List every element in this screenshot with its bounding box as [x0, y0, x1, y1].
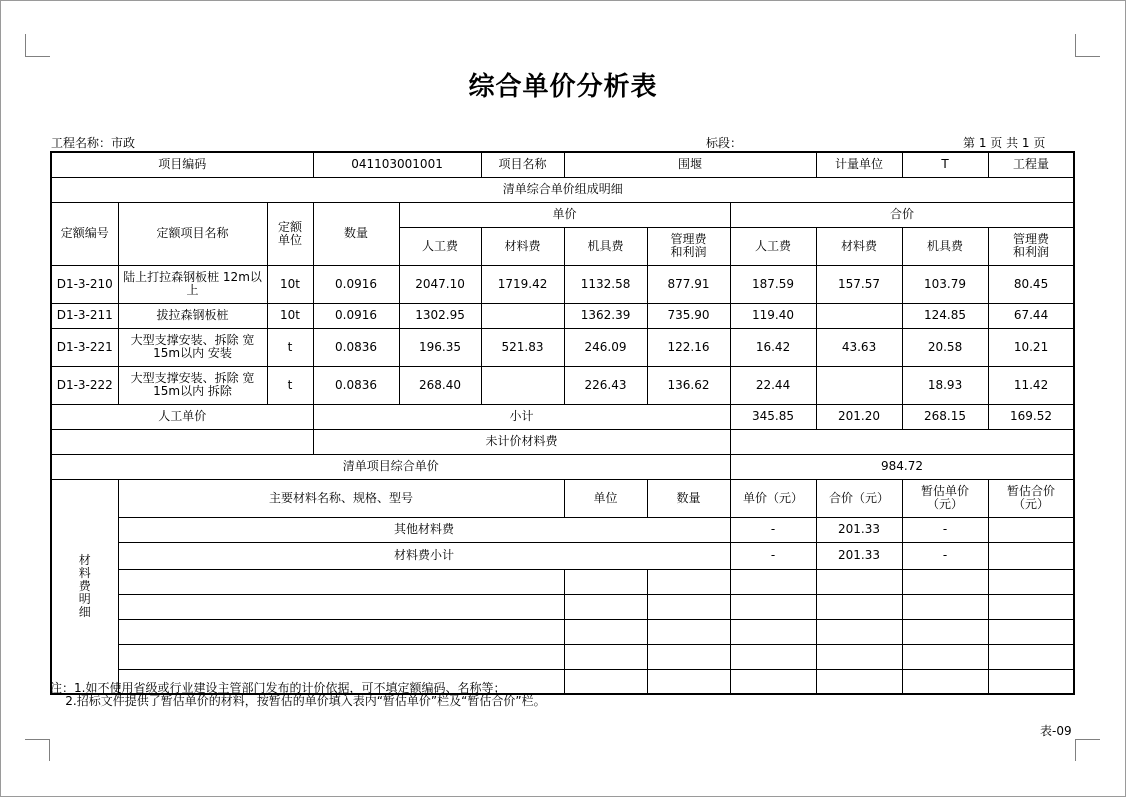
blank-cell: [730, 569, 816, 594]
col-total-machine: 机具费: [902, 227, 988, 265]
subtotal-label: 小计: [313, 404, 730, 429]
project-name: 工程名称：市政: [51, 136, 136, 150]
material-est-total-header: [988, 479, 1074, 517]
composite-price-label: 清单项目综合单价: [51, 454, 730, 479]
total-mgmt: 11.42: [988, 366, 1074, 404]
blank-cell: [564, 644, 647, 669]
subtotal-labor: 345.85: [730, 404, 816, 429]
total-labor: 22.44: [730, 366, 816, 404]
quota-qty: 0.0836: [313, 366, 399, 404]
material-unit-price-header: 单价（元）: [730, 479, 816, 517]
blank-cell: [564, 669, 647, 694]
crop-mark: [25, 34, 26, 56]
unit-mgmt: 136.62: [647, 366, 730, 404]
table-row: [51, 594, 1074, 619]
table-row: [51, 265, 1074, 303]
table-row: [51, 454, 1074, 479]
crop-mark: [25, 739, 50, 740]
item-name-label: 项目名称: [481, 152, 564, 177]
total-material: [816, 303, 902, 328]
subtotal-machine: 268.15: [902, 404, 988, 429]
blank-cell: [118, 594, 564, 619]
table-row: [51, 569, 1074, 594]
quota-code: D1-3-210: [51, 265, 118, 303]
table-row: [51, 152, 1074, 177]
quota-name: 拔拉森钢板桩: [118, 303, 267, 328]
unit-label: 计量单位: [816, 152, 902, 177]
blank-cell: [988, 619, 1074, 644]
material-est-unit-text: 暂估单价（元）: [921, 484, 970, 511]
composite-price-value: 984.72: [730, 454, 1074, 479]
unit-material: 521.83: [481, 328, 564, 366]
crop-mark: [1075, 56, 1100, 57]
blank-cell: [988, 669, 1074, 694]
material-total: 201.33: [816, 542, 902, 569]
blank-cell: [988, 569, 1074, 594]
col-total-labor: 人工费: [730, 227, 816, 265]
material-est-unit: -: [902, 517, 988, 542]
table-row: [51, 328, 1074, 366]
col-unit-price-group: 单价: [399, 202, 730, 227]
blank-cell: [902, 594, 988, 619]
section-label: 标段：: [706, 136, 743, 150]
total-material: 157.57: [816, 265, 902, 303]
quota-code: D1-3-222: [51, 366, 118, 404]
quota-name: 大型支撑安装、拆除 宽15m以内 安装: [118, 328, 267, 366]
quantity-label: 工程量: [988, 152, 1074, 177]
total-mgmt: 67.44: [988, 303, 1074, 328]
unit-value: T: [902, 152, 988, 177]
col-quota-unit: [267, 202, 313, 265]
material-detail-side-text: 材料费明细: [78, 552, 91, 619]
blank-cell: [988, 594, 1074, 619]
unit-mgmt: 877.91: [647, 265, 730, 303]
table-row: [51, 517, 1074, 542]
blank-cell: [730, 594, 816, 619]
quota-code: D1-3-221: [51, 328, 118, 366]
labor-unit-price-label: 人工单价: [51, 404, 313, 429]
blank-cell: [647, 619, 730, 644]
note-line: 2.招标文件提供了暂估单价的材料，按暂估的单价填入表内“暂估单价”栏及“暂估合价”栏。: [50, 694, 546, 708]
total-mgmt: 80.45: [988, 265, 1074, 303]
material-est-total-text: 暂估合价（元）: [1007, 484, 1056, 511]
col-unit-labor: 人工费: [399, 227, 481, 265]
blank-cell: [902, 669, 988, 694]
material-name-spec-header: 主要材料名称、规格、型号: [118, 479, 564, 517]
unit-machine: 226.43: [564, 366, 647, 404]
blank-cell: [816, 569, 902, 594]
form-number: 表-09: [1040, 724, 1072, 738]
material-total: 201.33: [816, 517, 902, 542]
col-total-mgmt: [988, 227, 1074, 265]
table-row: [51, 644, 1074, 669]
col-unit-machine: 机具费: [564, 227, 647, 265]
col-quota-unit-text: 定额单位: [278, 219, 303, 247]
unpriced-material-label: 未计价材料费: [313, 429, 730, 454]
blank-cell: [118, 569, 564, 594]
blank-cell: [647, 569, 730, 594]
unit-material: [481, 303, 564, 328]
item-code-value: 041103001001: [313, 152, 481, 177]
table-row: [51, 479, 1074, 517]
col-quantity: 数量: [313, 202, 399, 265]
material-detail-side-label: [51, 479, 118, 694]
unit-machine: 246.09: [564, 328, 647, 366]
material-est-total: [988, 517, 1074, 542]
blank-cell: [902, 569, 988, 594]
col-total-price-group: 合价: [730, 202, 1074, 227]
blank-cell: [118, 644, 564, 669]
blank-cell: [816, 594, 902, 619]
col-unit-mgmt: [647, 227, 730, 265]
subtotal-mgmt: 169.52: [988, 404, 1074, 429]
total-machine: 18.93: [902, 366, 988, 404]
material-est-unit: -: [902, 542, 988, 569]
page-title: 综合单价分析表: [468, 72, 658, 102]
blank-cell: [564, 569, 647, 594]
crop-mark: [25, 56, 50, 57]
total-mgmt: 10.21: [988, 328, 1074, 366]
material-unit-price: -: [730, 542, 816, 569]
quota-qty: 0.0836: [313, 328, 399, 366]
quota-unit: t: [267, 366, 313, 404]
unit-mgmt: 122.16: [647, 328, 730, 366]
total-labor: 187.59: [730, 265, 816, 303]
crop-mark: [1075, 739, 1076, 761]
analysis-table: [50, 151, 1075, 695]
material-qty-header: 数量: [647, 479, 730, 517]
material-name: 材料费小计: [118, 542, 730, 569]
quota-name: 大型支撑安装、拆除 宽15m以内 拆除: [118, 366, 267, 404]
blank-cell: [564, 594, 647, 619]
col-total-material: 材料费: [816, 227, 902, 265]
blank-cell: [816, 669, 902, 694]
quota-name: 陆上打拉森钢板桩 12m以上: [118, 265, 267, 303]
total-machine: 103.79: [902, 265, 988, 303]
total-labor: 16.42: [730, 328, 816, 366]
col-quota-name: 定额项目名称: [118, 202, 267, 265]
material-total-header: 合价（元）: [816, 479, 902, 517]
total-machine: 20.58: [902, 328, 988, 366]
blank-cell: [902, 644, 988, 669]
total-machine: 124.85: [902, 303, 988, 328]
quota-unit: 10t: [267, 303, 313, 328]
blank-cell: [118, 619, 564, 644]
unit-machine: 1132.58: [564, 265, 647, 303]
unit-labor: 2047.10: [399, 265, 481, 303]
crop-mark: [1075, 34, 1076, 56]
blank-cell: [902, 619, 988, 644]
page-info: 第 1 页 共 1 页: [963, 136, 1046, 150]
quota-unit: t: [267, 328, 313, 366]
unit-material: 1719.42: [481, 265, 564, 303]
blank-cell: [816, 644, 902, 669]
crop-mark: [1075, 739, 1100, 740]
total-labor: 119.40: [730, 303, 816, 328]
blank-cell: [647, 669, 730, 694]
material-name: 其他材料费: [118, 517, 730, 542]
blank-cell: [988, 644, 1074, 669]
unpriced-material-value: [730, 429, 1074, 454]
detail-title: 清单综合单价组成明细: [51, 177, 1074, 202]
table-row: [51, 366, 1074, 404]
table-row: [51, 542, 1074, 569]
table-row: [51, 429, 1074, 454]
unit-material: [481, 366, 564, 404]
quota-code: D1-3-211: [51, 303, 118, 328]
table-row: [51, 202, 1074, 227]
quota-qty: 0.0916: [313, 303, 399, 328]
blank-cell: [647, 644, 730, 669]
blank-cell: [564, 619, 647, 644]
material-unit-header: 单位: [564, 479, 647, 517]
blank-cell: [647, 594, 730, 619]
unit-labor: 1302.95: [399, 303, 481, 328]
col-quota-code: 定额编号: [51, 202, 118, 265]
material-est-total: [988, 542, 1074, 569]
blank-cell: [730, 644, 816, 669]
table-row: [51, 177, 1074, 202]
col-unit-material: 材料费: [481, 227, 564, 265]
unit-labor: 196.35: [399, 328, 481, 366]
unit-mgmt: 735.90: [647, 303, 730, 328]
quota-unit: 10t: [267, 265, 313, 303]
note-line: 注：1.如不使用省级或行业建设主管部门发布的计价依据，可不填定额编码、名称等；: [50, 681, 506, 695]
total-material: 43.63: [816, 328, 902, 366]
unit-machine: 1362.39: [564, 303, 647, 328]
total-material: [816, 366, 902, 404]
material-est-unit-header: [902, 479, 988, 517]
notes: [50, 682, 546, 708]
table-row: [51, 619, 1074, 644]
blank-cell: [816, 619, 902, 644]
table-row: [51, 404, 1074, 429]
blank-cell: [730, 619, 816, 644]
item-code-label: 项目编码: [51, 152, 313, 177]
col-unit-mgmt-text: 管理费和利润: [670, 232, 707, 259]
unit-labor: 268.40: [399, 366, 481, 404]
quota-qty: 0.0916: [313, 265, 399, 303]
crop-mark: [49, 739, 50, 761]
subtotal-material: 201.20: [816, 404, 902, 429]
table-row: [51, 303, 1074, 328]
blank-cell: [51, 429, 313, 454]
material-unit-price: -: [730, 517, 816, 542]
col-total-mgmt-text: 管理费和利润: [1013, 232, 1050, 259]
item-name-value: 围堰: [564, 152, 816, 177]
blank-cell: [730, 669, 816, 694]
